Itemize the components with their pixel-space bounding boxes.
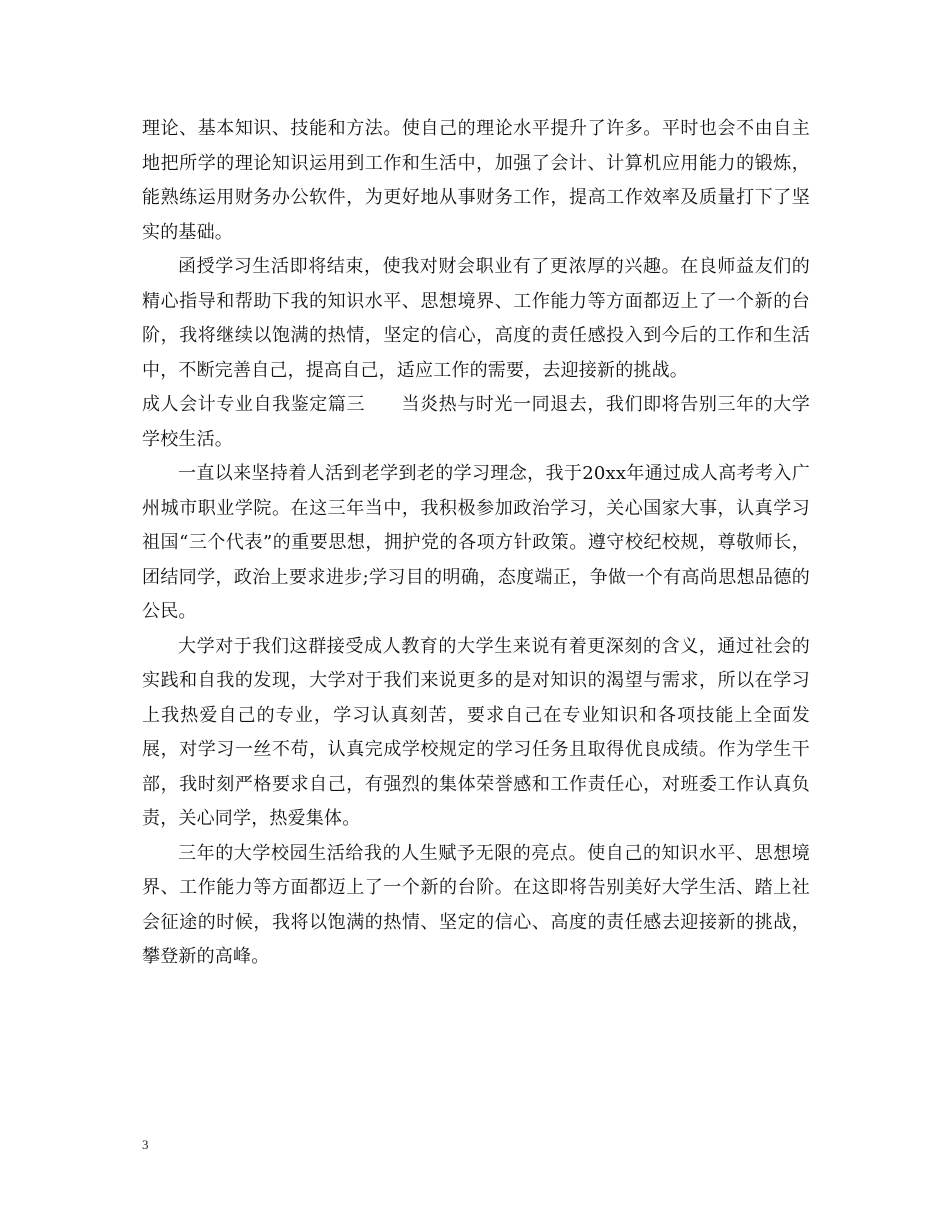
paragraph-2: 函授学习生活即将结束，使我对财会职业有了更浓厚的兴趣。在良师益友们的精心指导和帮助下我的知识水平、思想境界、工作能力等方面都迈上了一个新的台阶，我将继续以饱满的热情，坚定的信心，高度的责任感投入到今后的工作和生活中，不断完善自己，提高自己，适应工作的需要，去迎接新的挑战。 <box>142 256 810 381</box>
paragraph-4: 大学对于我们这群接受成人教育的大学生来说有着更深刻的含义，通过社会的实践和自我的发现，大学对于我们来说更多的是对知识的渴望与需求，所以在学习上我热爱自己的专业，学习认真刻苦，要求自己在专业知识和各项技能上全面发展，对学习一丝不苟，认真完成学校规定的学习任务且取得优良成绩。作为学生干部，我时刻严格要求自己，有强烈的集体荣誉感和工作责任心，对班委工作认真负责，关心同学，热爱集体。 <box>142 635 810 829</box>
paragraph-1: 理论、基本知识、技能和方法。使自己的理论水平提升了许多。平时也会不由自主地把所学的理论知识运用到工作和生活中，加强了会计、计算机应用能力的锻炼，能熟练运用财务办公软件，为更好地从事财务工作，提高工作效率及质量打下了坚实的基础。 <box>142 118 810 243</box>
section-heading: 成人会计专业自我鉴定篇三 <box>142 394 366 415</box>
paragraph-5: 三年的大学校园生活给我的人生赋予无限的亮点。使自己的知识水平、思想境界、工作能力等方面都迈上了一个新的台阶。在这即将告别美好大学生活、踏上社会征途的时候，我将以饱满的热情、坚定的信心、高度的责任感去迎接新的挑战，攀登新的高峰。 <box>142 842 810 967</box>
document-body <box>142 112 810 975</box>
section-heading-line <box>142 388 810 457</box>
page-number: 3 <box>142 1137 149 1152</box>
section-opening: 当炎热与时光一同退去，我们即将告别三年的大学学校生活。 <box>142 394 810 450</box>
paragraph-3: 一直以来坚持着人活到老学到老的学习理念，我于20xx年通过成人高考考入广州城市职业学院。在这三年当中，我积极参加政治学习，关心国家大事，认真学习祖国“三个代表”的重要思想，拥护党的各项方针政策。遵守校纪校规，尊敬师长，团结同学，政治上要求进步;学习目的明确，态度端正，争做一个有高尚思想品德的公民。 <box>142 463 810 622</box>
